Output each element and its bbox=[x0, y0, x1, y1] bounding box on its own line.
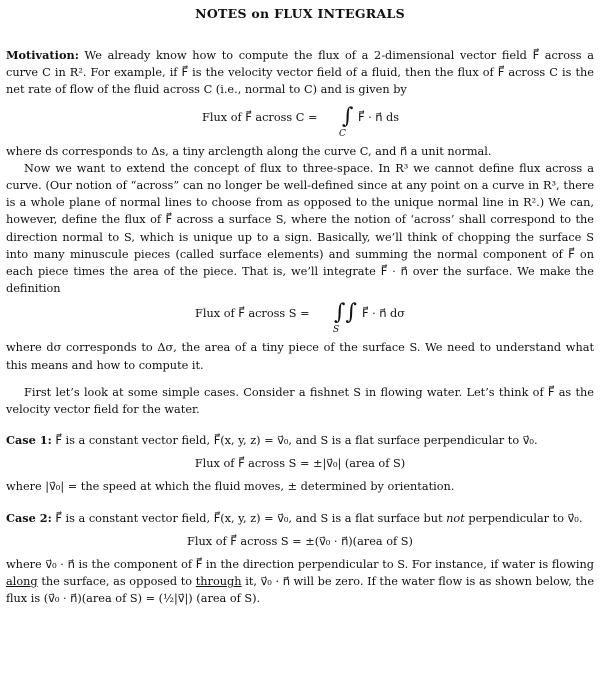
case1-after: where |v⃗₀| = the speed at which the fluid moves, ± determined by orientation. bbox=[6, 480, 455, 494]
case2-after-a: where v⃗₀ · n⃗ is the component of F⃗ in the direction perpendicular to S. For instance, if water is flowing bbox=[6, 557, 594, 571]
case2-after-c: it, v⃗₀ · n⃗ will be zero. If the water flow is as shown below, the flux is (v⃗₀ · n⃗)(area of S) = (½|v⃗|) (area of S). bbox=[6, 575, 595, 606]
case1-statement bbox=[6, 432, 594, 449]
simple-cases-paragraph: First let’s look at some simple cases. Consider a fishnet S in flowing water. Let’s think of F⃗ as the velocity vector field for the water. bbox=[6, 385, 594, 417]
eq1-rhs: F⃗ · n⃗ ds bbox=[358, 110, 400, 124]
case1-label: Case 1: bbox=[6, 433, 52, 448]
eq1-lhs: Flux of F⃗ across C = bbox=[202, 110, 318, 124]
eq1-subscript: C bbox=[339, 128, 346, 139]
through-underlined: through bbox=[195, 575, 242, 589]
case2-text-b: perpendicular to v⃗₀. bbox=[468, 511, 583, 525]
case2-label: Case 2: bbox=[6, 510, 52, 525]
eq2-rhs: F⃗ · n⃗ dσ bbox=[362, 307, 405, 321]
eq2-integral-sign: ∫∫ bbox=[334, 300, 357, 326]
flux-2d-equation bbox=[6, 103, 594, 137]
case2-equation: Flux of F⃗ across S = ±(v⃗₀ · n⃗)(area of S) bbox=[187, 534, 413, 548]
along-underlined: along bbox=[6, 575, 38, 589]
eq2-subscript: S bbox=[333, 325, 340, 336]
case2-statement bbox=[6, 510, 594, 527]
case1-text: F⃗ is a constant vector field, F⃗(x, y, z) = v⃗₀, and S is a flat surface perpendicular to v⃗₀. bbox=[55, 434, 538, 448]
page-title: NOTES on FLUX INTEGRALS bbox=[195, 6, 405, 21]
case1-equation: Flux of F⃗ across S = ±|v⃗₀| (area of S) bbox=[194, 457, 406, 471]
eq1-integral-sign: ∫ bbox=[342, 103, 354, 129]
case2-text-a: F⃗ is a constant vector field, F⃗(x, y, z) = v⃗₀, and S is a flat surface but bbox=[55, 511, 443, 525]
eq2-lhs: Flux of F⃗ across S = bbox=[195, 307, 310, 321]
motivation-label: Motivation: bbox=[6, 48, 79, 62]
after-eq1-text: where ds corresponds to Δs, a tiny arclength along the curve C, and n⃗ a unit normal. bbox=[6, 144, 492, 158]
case2-after-b: the surface, as opposed to bbox=[41, 575, 193, 589]
motivation-paragraph bbox=[6, 47, 594, 99]
after-eq2-text: where dσ corresponds to Δσ, the area of a tiny piece of the surface S. We need to understand what this means and how to compute it. bbox=[6, 341, 594, 372]
three-space-paragraph: Now we want to extend the concept of flux to three-space. In R³ we cannot define flux across a curve. (Our notion of “across” can no longer be well-defined since at any point on a curve in R³, there is a whole plane of normal lines to choose from as opposed to the unique normal line in R².) We can, however, define the flux of F⃗ across a surface S, where the notion of ‘across’ shall correspond to the direction normal to S, which is unique up to a sign. Basically, we’ll think of chopping the surface S into many minuscule pieces (called surface elements) and summing the normal component of F⃗ on each piece times the area of the piece. That is, we’ll integrate F⃗ · n⃗ over the surface. We make the definition bbox=[6, 161, 594, 296]
motivation-text: We already know how to compute the flux of a 2-dimensional vector field F⃗ across a curve C in R². For example, if F⃗ is the velocity vector field of a fluid, then the flux of F⃗ across C is the net rate of flow of the fluid across C (i.e., normal to C) and is given by bbox=[6, 49, 594, 97]
case2-not-emphasis: not bbox=[446, 511, 465, 525]
case2-after bbox=[6, 556, 594, 608]
flux-3d-equation bbox=[6, 299, 594, 336]
notes-page bbox=[6, 0, 594, 607]
